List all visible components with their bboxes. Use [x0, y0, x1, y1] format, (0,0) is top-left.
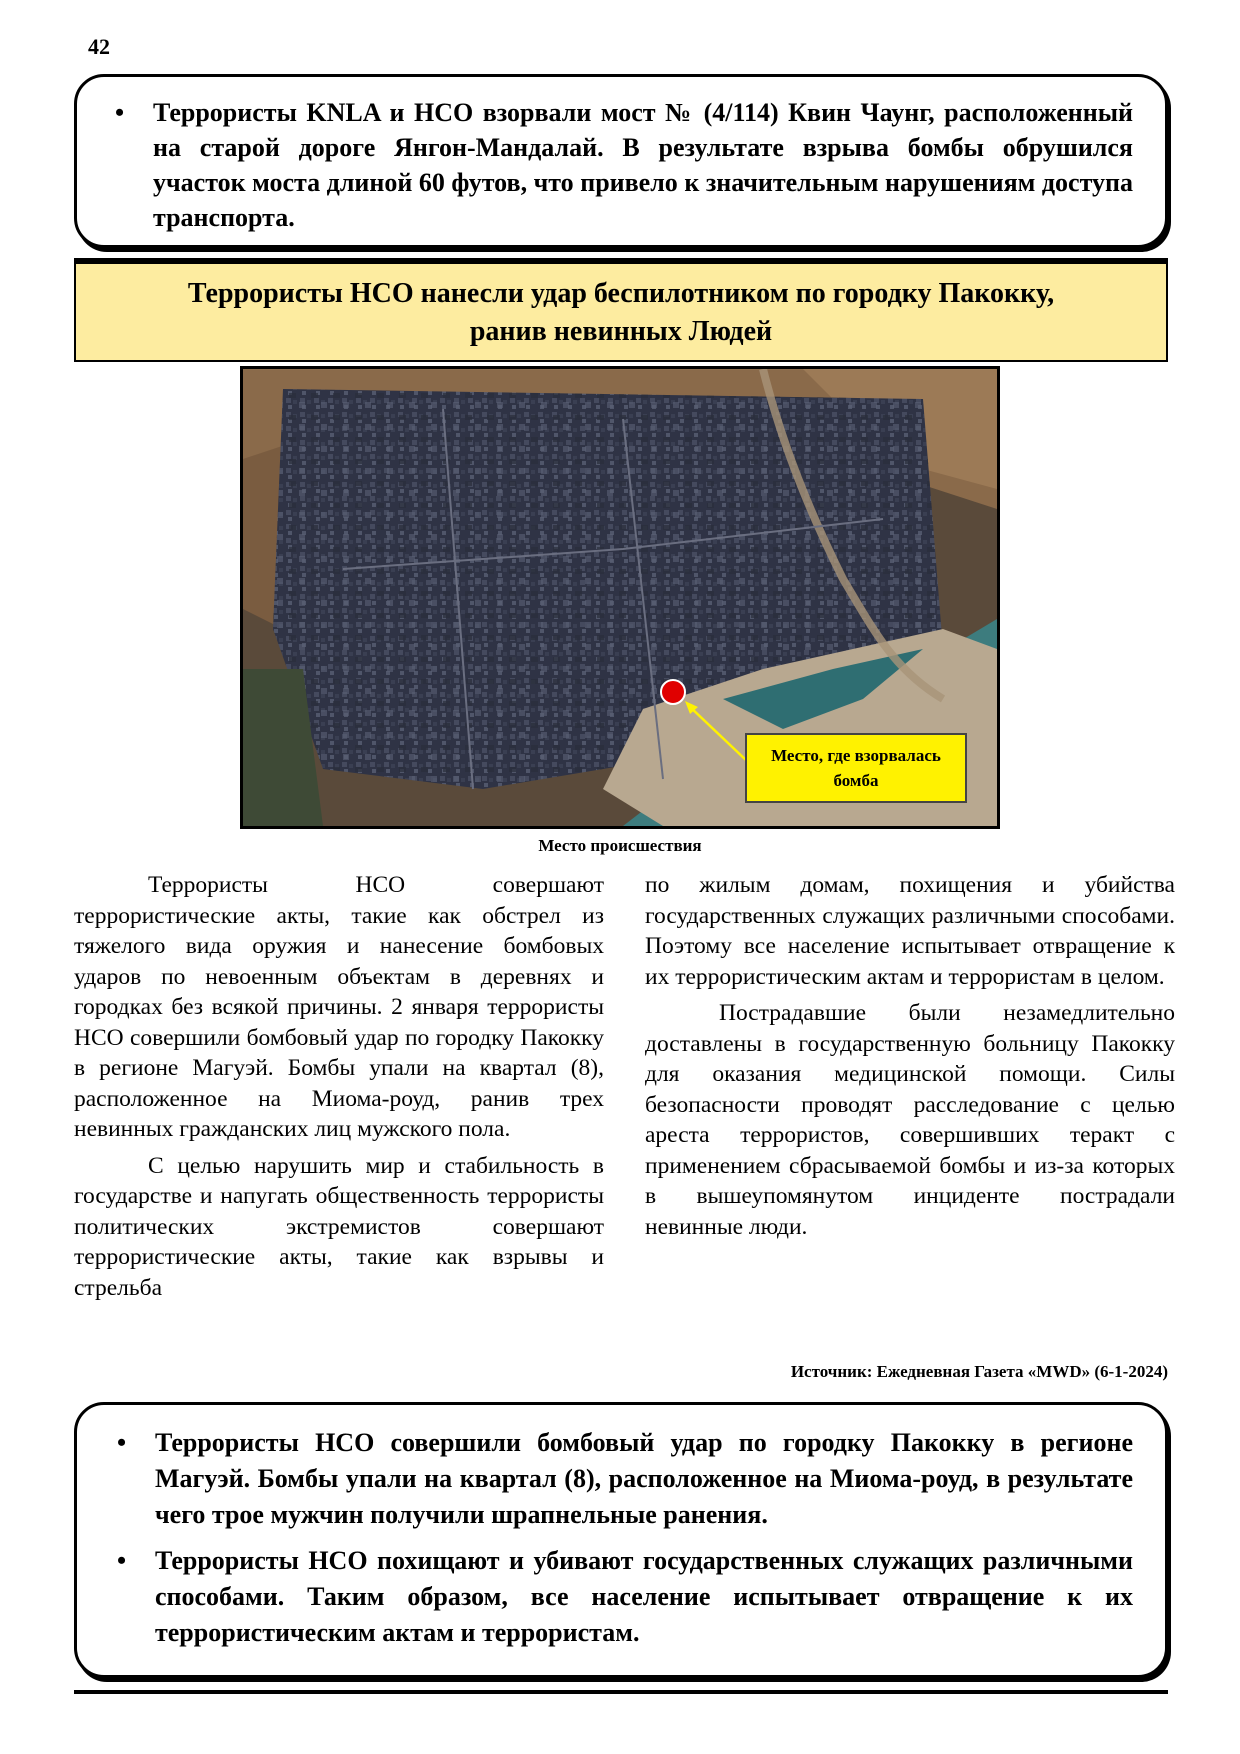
photo-caption: Место происшествия — [538, 836, 702, 855]
bullet-icon: • — [117, 1428, 127, 1457]
summary-item — [111, 1543, 1133, 1651]
divider-bottom — [74, 1690, 1168, 1694]
summary-item-text: Террористы НСО похищают и убивают государственных служащих различными способами. Таким образом, все население испытывает отвращение к их террористическим актам и террористам. — [155, 1546, 1133, 1647]
article-paragraph: Пострадавшие были незамедлительно доставлены в государственную больницу Пакокку для оказания медицинской помощи. Силы безопасности проводят расследование с целью ареста террористов, совершивших теракт с применением сбрасываемой бомбы и из-за которых в вышеупомянутом инциденте пострадали невинные люди. — [645, 1000, 1175, 1240]
summary-item — [109, 95, 1133, 235]
article-paragraph: по жилым домам, похищения и убийства государственных служащих различными способами. Поэтому все население испытывает отвращение к их террористическим актам и террористам в целом. — [645, 872, 1175, 990]
article-column-left — [74, 870, 604, 1303]
article-source: Источник: Ежедневная Газета «MWD» (6-1-2024) — [790, 1362, 1168, 1381]
summary-box-bottom — [74, 1402, 1168, 1678]
article-paragraph: С целью нарушить мир и стабильность в государстве и напугать общественность террористы политических экстремистов совершают террористические акты, такие как взрывы и стрельба — [74, 1152, 604, 1301]
bullet-icon: • — [115, 98, 125, 127]
summary-item-text: Террористы KNLA и НСО взорвали мост № (4/114) Квин Чаунг, расположенный на старой дороге Янгон-Мандалай. В результате взрыва бомбы обрушился участок моста длиной 60 футов, что привело к значительным нарушениям доступа транспорта. — [153, 98, 1133, 232]
headline-line-2: ранив невинных Людей — [469, 316, 773, 347]
summary-box-top — [74, 74, 1168, 248]
summary-item-text: Террористы НСО совершили бомбовый удар по городку Пакокку в регионе Магуэй. Бомбы упали на квартал (8), расположенное на Миома-роуд, в результате чего трое мужчин получили шрапнельные ранения. — [155, 1428, 1133, 1529]
summary-list-bottom — [111, 1425, 1133, 1651]
bullet-icon: • — [117, 1546, 127, 1575]
headline-line-1: Террористы НСО нанесли удар беспилотником по городку Пакокку, — [187, 278, 1055, 309]
explosion-marker-icon — [661, 680, 685, 704]
article-headline — [74, 262, 1168, 362]
summary-item — [111, 1425, 1133, 1533]
page-number: 42 — [88, 34, 110, 59]
article-column-right — [645, 870, 1175, 1242]
article-paragraph: Террористы НСО совершают террористические акты, такие как обстрел из тяжелого вида оружия и нанесение бомбовых ударов по невоенным объектам в деревнях и городках без всякой причины. 2 января террористы НСО совершили бомбовый удар по городку Пакокку в регионе Магуэй. Бомбы упали на квартал (8), расположенное на Миома-роуд, ранив трех невинных гражданских лиц мужского пола. — [74, 872, 604, 1142]
explosion-callout-label: Место, где взорвалась бомба — [745, 733, 967, 803]
summary-list-top — [109, 95, 1133, 235]
